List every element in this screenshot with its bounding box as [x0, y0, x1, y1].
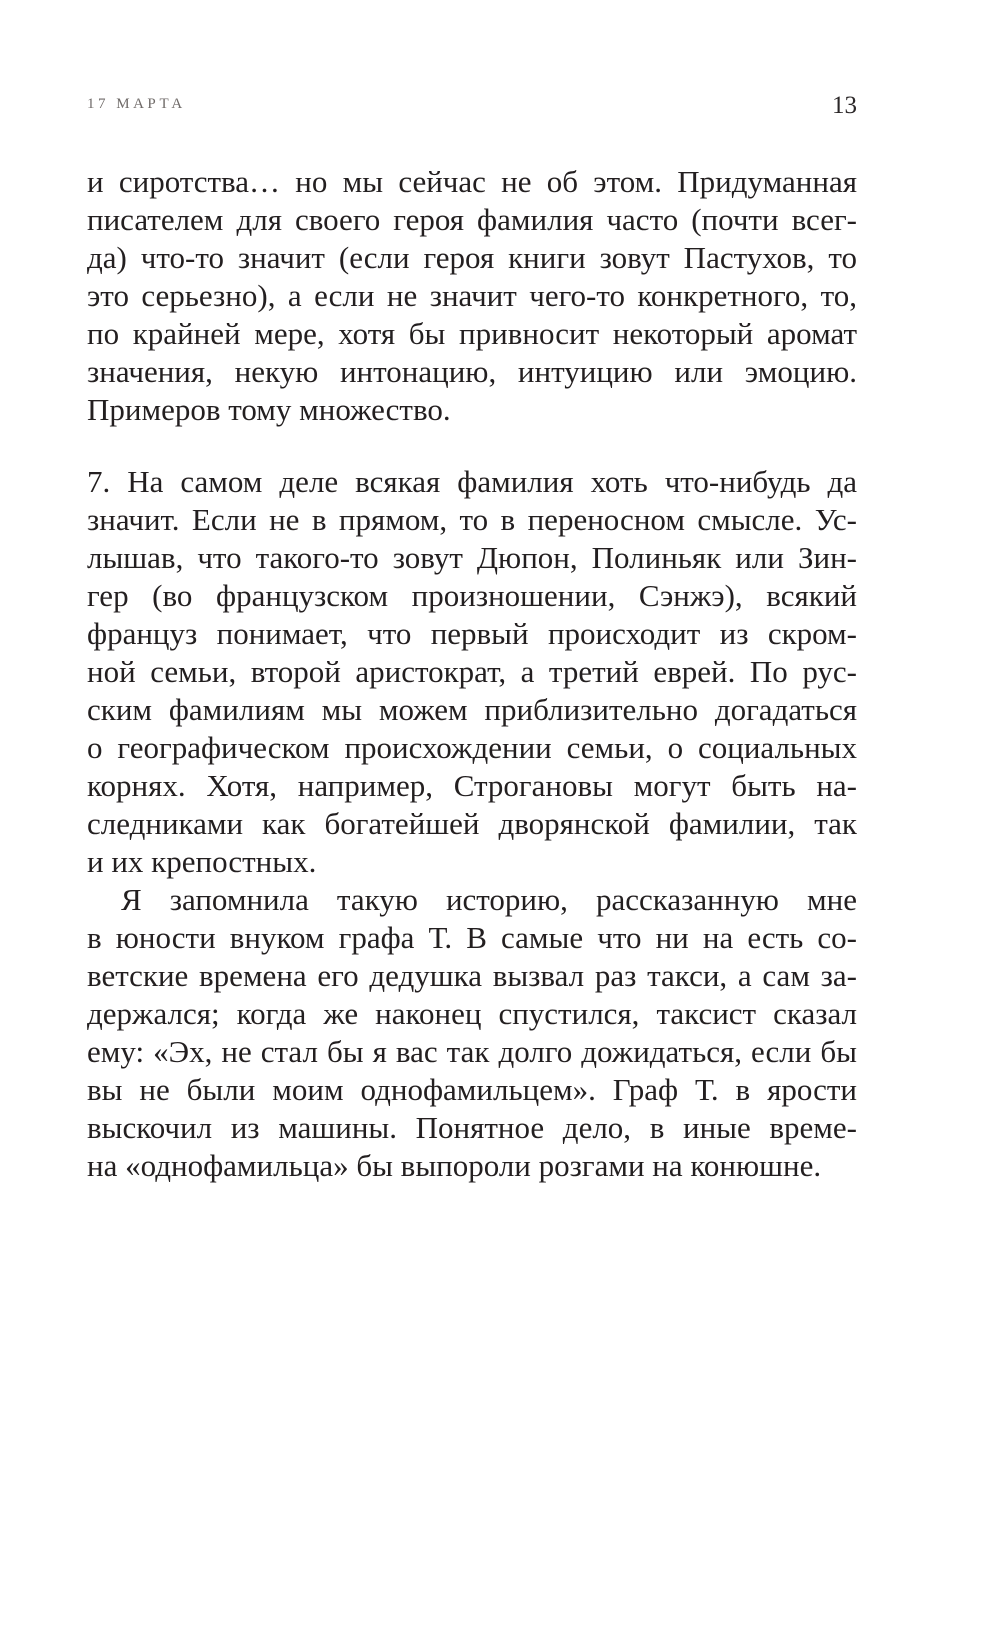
text-line: значит. Если не в прямом, то в переносном смысле. Ус-: [87, 502, 857, 537]
text-line: вы не были моим однофамильцем». Граф Т. в ярости: [87, 1072, 857, 1107]
text-line: Я запомнила такую историю, рассказанную мне: [121, 882, 857, 917]
text-line: лышав, что такого-то зовут Дюпон, Полиньяк или Зин-: [87, 540, 857, 575]
text-line: на «однофамильца» бы выпороли розгами на конюшне.: [87, 1148, 822, 1183]
text-line: по крайней мере, хотя бы привносит некоторый аромат: [87, 316, 857, 351]
text-line: следниками как богатейшей дворянской фамилии, так: [87, 806, 857, 841]
running-head: 17 МАРТА: [87, 96, 186, 112]
text-line: Примеров тому множество.: [87, 392, 451, 427]
text-line: ему: «Эх, не стал бы я вас так долго дожидаться, если бы: [87, 1034, 857, 1069]
text-line: о географическом происхождении семьи, о социальных: [87, 730, 857, 765]
body-text: [87, 163, 857, 1185]
text-line: ветские времена его дедушка вызвал раз такси, а сам за-: [87, 958, 857, 993]
paragraph-3: [87, 881, 857, 1185]
paragraph-2: [87, 463, 857, 881]
text-line: ной семьи, второй аристократ, а третий еврей. По рус-: [87, 654, 857, 689]
text-line: корнях. Хотя, например, Строгановы могут быть на-: [87, 768, 857, 803]
paragraph-1: [87, 163, 857, 429]
text-line: и их крепостных.: [87, 844, 317, 879]
text-line: выскочил из машины. Понятное дело, в иные време-: [87, 1110, 857, 1145]
text-line: значения, некую интонацию, интуицию или эмоцию.: [87, 354, 857, 389]
text-line: писателем для своего героя фамилия часто (почти всег-: [87, 202, 857, 237]
text-line: в юности внуком графа Т. В самые что ни на есть со-: [87, 920, 857, 955]
text-line: ским фамилиям мы можем приблизительно догадаться: [87, 692, 857, 727]
section-number: 7.: [87, 464, 111, 499]
text-line: [87, 463, 857, 501]
page-number: 13: [832, 92, 857, 119]
text-line: и сиротства… но мы сейчас не об этом. Придуманная: [87, 164, 857, 199]
text-line: француз понимает, что первый происходит из скром-: [87, 616, 857, 651]
text-line: это серьезно), а если не значит чего-то конкретного, то,: [87, 278, 857, 313]
section-gap: [87, 429, 857, 463]
text-line: гер (во французском произношении, Сэнжэ), всякий: [87, 578, 857, 613]
text-line: держался; когда же наконец спустился, таксист сказал: [87, 996, 857, 1031]
first-line-text: На самом деле всякая фамилия хоть что-нибудь да: [110, 464, 857, 499]
text-line: да) что-то значит (если героя книги зовут Пастухов, то: [87, 240, 857, 275]
